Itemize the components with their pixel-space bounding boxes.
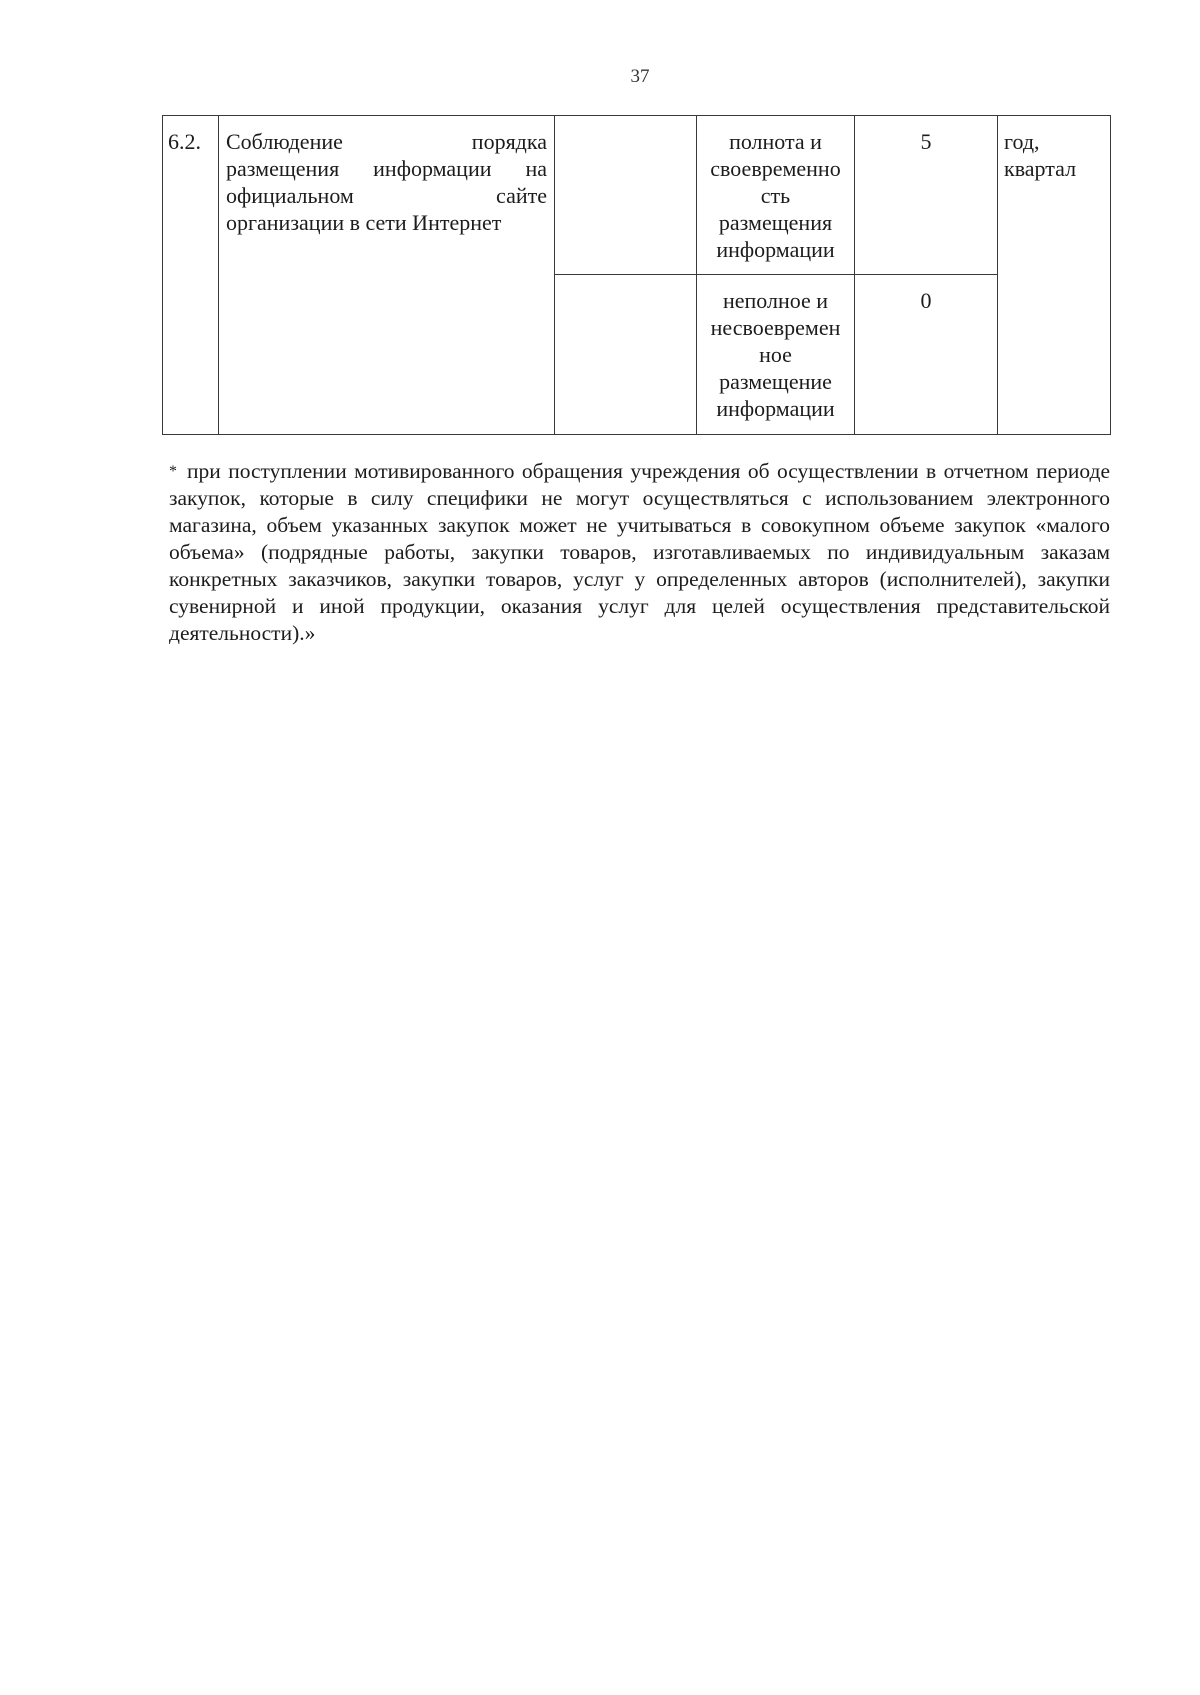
criterion-line: несвоевремен bbox=[710, 315, 841, 340]
criterion-line: своевременно bbox=[710, 156, 841, 181]
item-number-cell bbox=[163, 116, 219, 435]
criterion-line: информации bbox=[716, 396, 835, 421]
indicator-line: Соблюдение порядка bbox=[226, 129, 547, 154]
empty-cell bbox=[555, 275, 697, 435]
criterion-cell bbox=[697, 116, 855, 275]
indicator-line: размещения информации на bbox=[226, 156, 547, 181]
score-cell bbox=[855, 116, 998, 275]
empty-cell bbox=[555, 116, 697, 275]
period-line: год, bbox=[1004, 129, 1040, 154]
criteria-table bbox=[162, 115, 1111, 435]
score-value: 0 bbox=[920, 288, 932, 313]
footnote-text: при поступлении мотивированного обращения учреждения об осуществлении в отчетном периоде закупок, которые в силу специфики не могут осуществляться с использованием электронного магазина, объем указанных закупок может не учитываться в совокупном объеме закупок «малого объема» (подрядные работы, закупки товаров, изготавливаемых по индивидуальным заказам конкретных заказчиков, закупки товаров, услуг у определенных авторов (исполнителей), закупки сувенирной и иной продукции, оказания услуг для целей осуществления представительской деятельности).» bbox=[169, 459, 1110, 645]
page-number: 37 bbox=[630, 66, 650, 87]
score-cell bbox=[855, 275, 998, 435]
footnote bbox=[169, 458, 1110, 647]
criterion-line: сть bbox=[760, 183, 791, 208]
criterion-line: размещение bbox=[719, 369, 832, 394]
period-cell bbox=[998, 116, 1111, 435]
criterion-line: размещения bbox=[718, 210, 833, 235]
indicator-name-cell bbox=[219, 116, 555, 435]
criterion-line: полнота и bbox=[729, 129, 822, 154]
criterion-cell bbox=[697, 275, 855, 435]
indicator-line: организации в сети Интернет bbox=[226, 210, 502, 235]
table-row bbox=[163, 116, 1111, 275]
footnote-marker: * bbox=[169, 463, 177, 480]
indicator-line: официальном сайте bbox=[226, 183, 547, 208]
period-line: квартал bbox=[1004, 156, 1077, 181]
criterion-line: ное bbox=[759, 342, 792, 367]
score-value: 5 bbox=[920, 129, 932, 154]
criterion-line: неполное и bbox=[722, 288, 829, 313]
item-number: 6.2. bbox=[168, 129, 201, 154]
criterion-line: информации bbox=[716, 237, 835, 262]
